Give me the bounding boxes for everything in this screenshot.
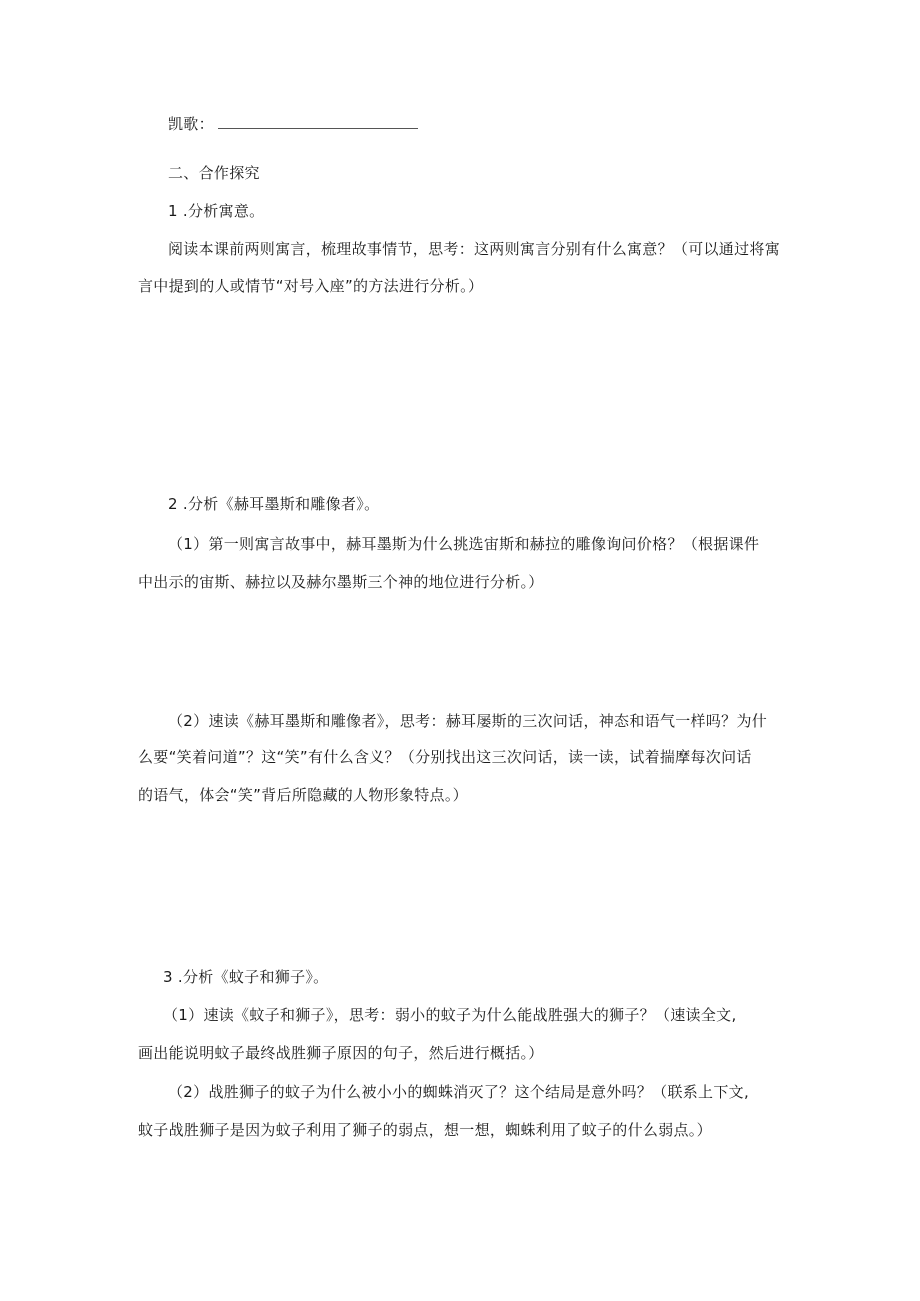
question-3-1-line-2: 画出能说明蚊子最终战胜狮子原因的句子，然后进行概括。） — [138, 1044, 544, 1062]
question-3-2-line-2: 蚊子战胜狮子是因为蚊子利用了狮子的弱点，想一想，蜘蛛利用了蚊子的什么弱点。） — [138, 1121, 712, 1139]
kaige-row — [168, 114, 418, 134]
section-heading-cooperative-inquiry: 二、合作探究 — [168, 164, 260, 182]
question-2-heading: 2 .分析《赫耳墨斯和雕像者》。 — [168, 495, 380, 513]
question-3-2-line-1: （2）战胜狮子的蚊子为什么被小小的蜘蛛消灭了？这个结局是意外吗？（联系上下文, — [168, 1083, 750, 1101]
question-1-paragraph-line-2: 言中提到的人或情节“对号入座”的方法进行分析。） — [138, 277, 484, 295]
question-2-1-line-2: 中出示的宙斯、赫拉以及赫尔墨斯三个神的地位进行分析。） — [138, 573, 544, 591]
question-1-paragraph-line-1: 阅读本课前两则寓言，梳理故事情节，思考：这两则寓言分别有什么寓意？（可以通过将寓 — [168, 240, 781, 258]
question-2-1-line-1: （1）第一则寓言故事中，赫耳墨斯为什么挑选宙斯和赫拉的雕像询问价格？（根据课件 — [168, 535, 760, 553]
question-2-2-line-2: 么要“笑着问道”？这“笑”有什么含义？（分别找出这三次问话，读一读，试着揣摩每次问话 — [138, 748, 752, 766]
question-2-2-line-1: （2）速读《赫耳墨斯和雕像者》，思考：赫耳屡斯的三次问话，神态和语气一样吗？为什 — [168, 712, 768, 730]
kaige-answer-blank[interactable] — [218, 114, 418, 129]
question-2-2-line-3: 的语气，体会“笑”背后所隐藏的人物形象特点。） — [138, 786, 468, 804]
kaige-label: 凯歌： — [168, 115, 214, 133]
question-1-heading: 1 .分析寓意。 — [168, 202, 265, 220]
question-3-1-line-1: （1）速读《蚊子和狮子》，思考：弱小的蚊子为什么能战胜强大的狮子？（速读全文, — [163, 1006, 737, 1024]
question-3-heading: 3 .分析《蚊子和狮子》。 — [163, 968, 329, 986]
